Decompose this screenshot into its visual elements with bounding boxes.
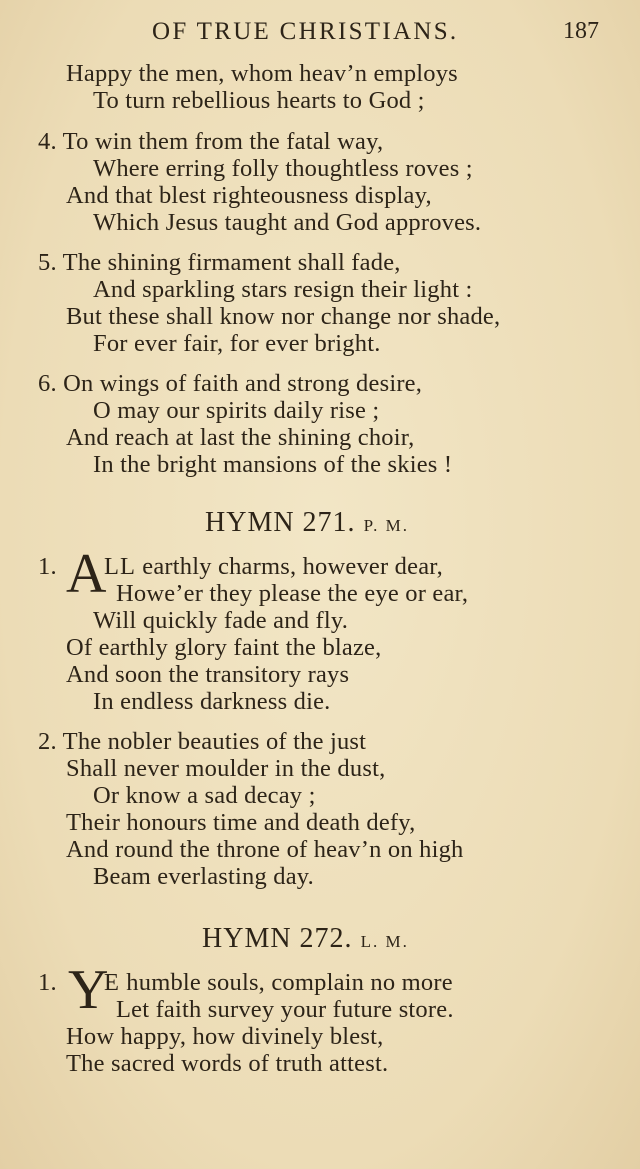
verse-line: Howe’er they please the eye or ear,	[116, 580, 469, 607]
verse-line: O may our spirits daily rise ;	[93, 397, 380, 424]
verse-line: 4. To win them from the fatal way,	[38, 128, 384, 155]
verse-line: And soon the transitory rays	[66, 661, 350, 688]
hymn-title: HYMN 272.	[202, 923, 353, 954]
page-number: 187	[563, 18, 599, 44]
hymn-title: HYMN 271.	[205, 507, 356, 538]
drop-cap: A	[66, 543, 107, 605]
verse-line-text: humble souls, complain no more	[126, 969, 453, 996]
verse-line: In the bright mansions of the skies !	[93, 451, 453, 478]
verse-line: And that blest righteousness display,	[66, 182, 432, 209]
verse-line: Or know a sad decay ;	[93, 782, 316, 809]
verse-line	[104, 969, 453, 997]
verse-line: Will quickly fade and fly.	[93, 607, 349, 634]
verse-line: The sacred words of truth attest.	[66, 1050, 389, 1077]
verse-line: For ever fair, for ever bright.	[93, 330, 381, 357]
verse-line: And sparkling stars resign their light :	[93, 276, 473, 303]
verse-line-text: earthly charms, however dear,	[142, 553, 443, 580]
verse-line: Which Jesus taught and God approves.	[93, 209, 482, 236]
verse-line	[104, 553, 443, 581]
verse-line: 5. The shining firmament shall fade,	[38, 249, 401, 276]
stanza-number: 1.	[38, 969, 57, 996]
verse-line: Let faith survey your future store.	[116, 996, 454, 1023]
verse-line: And round the throne of heav’n on high	[66, 836, 464, 863]
verse-line: Happy the men, whom heav’n employs	[66, 60, 458, 87]
verse-line: Of earthly glory faint the blaze,	[66, 634, 382, 661]
verse-line: How happy, how divinely blest,	[66, 1023, 384, 1050]
verse-line: Where erring folly thoughtless roves ;	[93, 155, 473, 182]
hymn-meter: P. M.	[363, 516, 409, 535]
drop-cap: Y	[68, 959, 109, 1021]
page-header	[0, 18, 640, 50]
verse-line: Beam everlasting day.	[93, 863, 314, 890]
hymn-meter: L. M.	[360, 932, 409, 951]
verse-line: Their honours time and death defy,	[66, 809, 416, 836]
hymn-heading-271	[205, 507, 409, 539]
verse-line: To turn rebellious hearts to God ;	[93, 87, 425, 114]
verse-line: In endless darkness die.	[93, 688, 331, 715]
first-word-rest: LL	[104, 553, 136, 580]
hymn-heading-272	[202, 923, 409, 955]
first-word-rest: E	[104, 969, 120, 996]
stanza-number: 1.	[38, 553, 57, 580]
running-title: OF TRUE CHRISTIANS.	[152, 18, 459, 45]
verse-line: 2. The nobler beauties of the just	[38, 728, 367, 755]
verse-line: But these shall know nor change nor shade,	[66, 303, 501, 330]
verse-line: Shall never moulder in the dust,	[66, 755, 386, 782]
verse-line: 6. On wings of faith and strong desire,	[38, 370, 423, 397]
verse-line: And reach at last the shining choir,	[66, 424, 415, 451]
